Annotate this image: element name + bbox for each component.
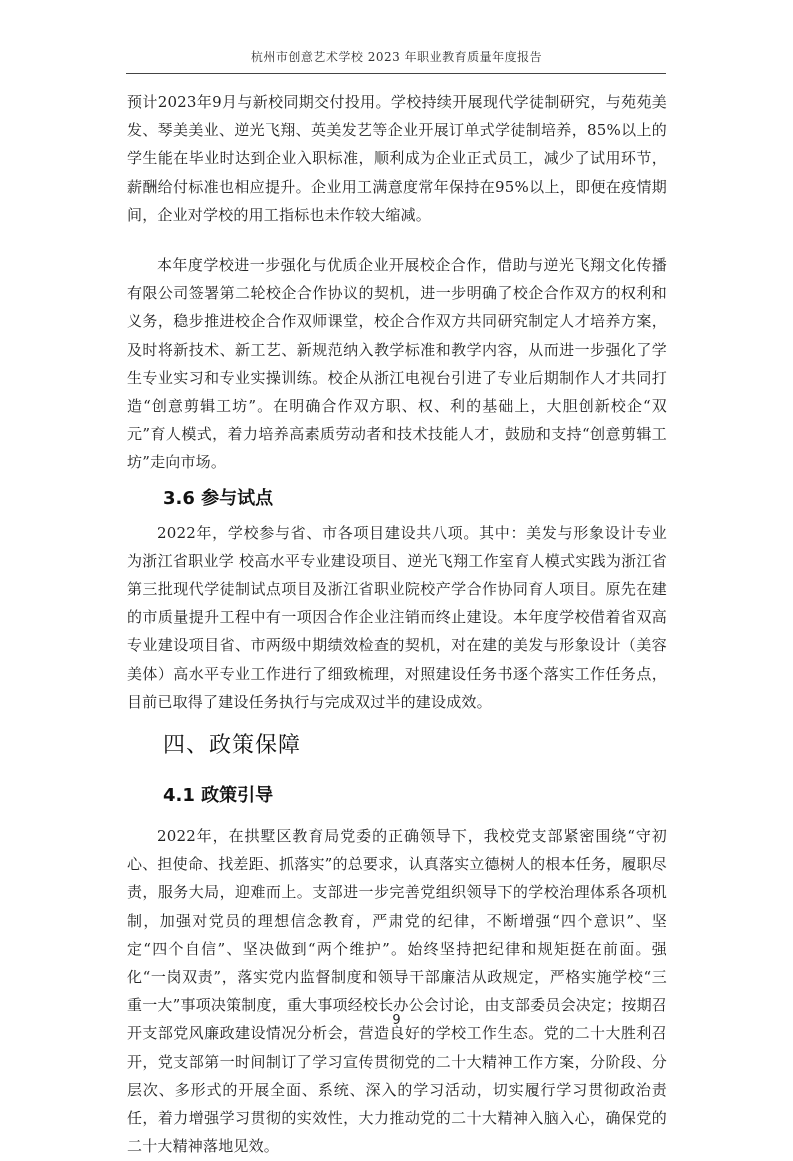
- page-number: 9: [392, 1013, 401, 1028]
- page-header: 杭州市创意艺术学校 2023 年职业教育质量年度报告: [250, 50, 543, 64]
- section-heading-4-1: 4.1 政策引导: [163, 785, 274, 807]
- paragraph-continued: 预计2023年9月与新校同期交付投用。学校持续开展现代学徒制研究，与苑苑美发、琴美美业、逆光飞翔、英美发艺等企业开展订单式学徒制培养，85%以上的学生能在毕业时达到企业入职标准，顺利成为企业正式员工，减少了试用环节，薪酬给付标准也相应提升。企业用工满意度常年保持在95%以上，即便在疫情期间，企业对学校的用工指标也未作较大缩减。: [127, 93, 667, 224]
- paragraph-school-enterprise-cooperation: 本年度学校进一步强化与优质企业开展校企合作，借助与逆光飞翔文化传播有限公司签署第二轮校企合作协议的契机，进一步明确了校企合作双方的权利和义务，稳步推进校企合作双师课堂，校企合作双方共同研究制定人才培养方案，及时将新技术、新工艺、新规范纳入教学标准和教学内容，从而进一步强化了学生专业实习和专业实操训练。校企从浙江电视台引进了专业后期制作人才共同打造“创意剪辑工坊”。在明确合作双方职、权、利的基础上，大胆创新校企“双元”育人模式，着力培养高素质劳动者和技术技能人才，鼓励和支持“创意剪辑工坊”走向市场。: [127, 256, 667, 472]
- paragraph-pilot-projects: 2022年，学校参与省、市各项目建设共八项。其中：美发与形象设计专业为浙江省职业学 校高水平专业建设项目、逆光飞翔工作室育人模式实践为浙江省第三批现代学徒制试点项目及浙江省职业院校产学合作协同育人项目。原先在建的市质量提升工程中有一项因合作企业注销而终止建设。本年度学校借着省双高专业建设项目省、市两级中期绩效检查的契机，对在建的美发与形象设计（美容美体）高水平专业工作进行了细致梳理，对照建设任务书逐个落实工作任务点，目前已取得了建设任务执行与完成双过半的建设成效。: [127, 523, 667, 711]
- chapter-heading-4: 四、政策保障: [163, 733, 302, 759]
- header-divider: [126, 73, 666, 74]
- paragraph-policy-guidance: 2022年，在拱墅区教育局党委的正确领导下，我校党支部紧密围绕“守初心、担使命、找差距、抓落实”的总要求，认真落实立德树人的根本任务，履职尽责，服务大局，迎难而上。支部进一步完善党组织领导下的学校治理体系各项机制，加强对党员的理想信念教育，严肃党的纪律，不断增强“四个意识”、坚定“四个自信”、坚决做到“两个维护”。始终坚持把纪律和规矩挺在前面。强化“一岗双责”，落实党内监督制度和领导干部廉洁从政规定，严格实施学校“三重一大”事项决策制度，重大事项经校长办公会讨论，由支部委员会决定；按期召开支部党风廉政建设情况分析会，营造良好的学校工作生态。党的二十大胜利召开，党支部第一时间制订了学习宣传贯彻党的二十大精神工作方案，分阶段、分层次、多形式的开展全面、系统、深入的学习活动，切实履行学习贯彻政治责任，着力增强学习贯彻的实效性，大力推动党的二十大精神入脑入心，确保党的二十大精神落地见效。: [127, 827, 667, 1156]
- document-body: [127, 88, 667, 1161]
- section-heading-3-6: 3.6 参与试点: [163, 487, 274, 509]
- paragraph-gap: [127, 229, 667, 251]
